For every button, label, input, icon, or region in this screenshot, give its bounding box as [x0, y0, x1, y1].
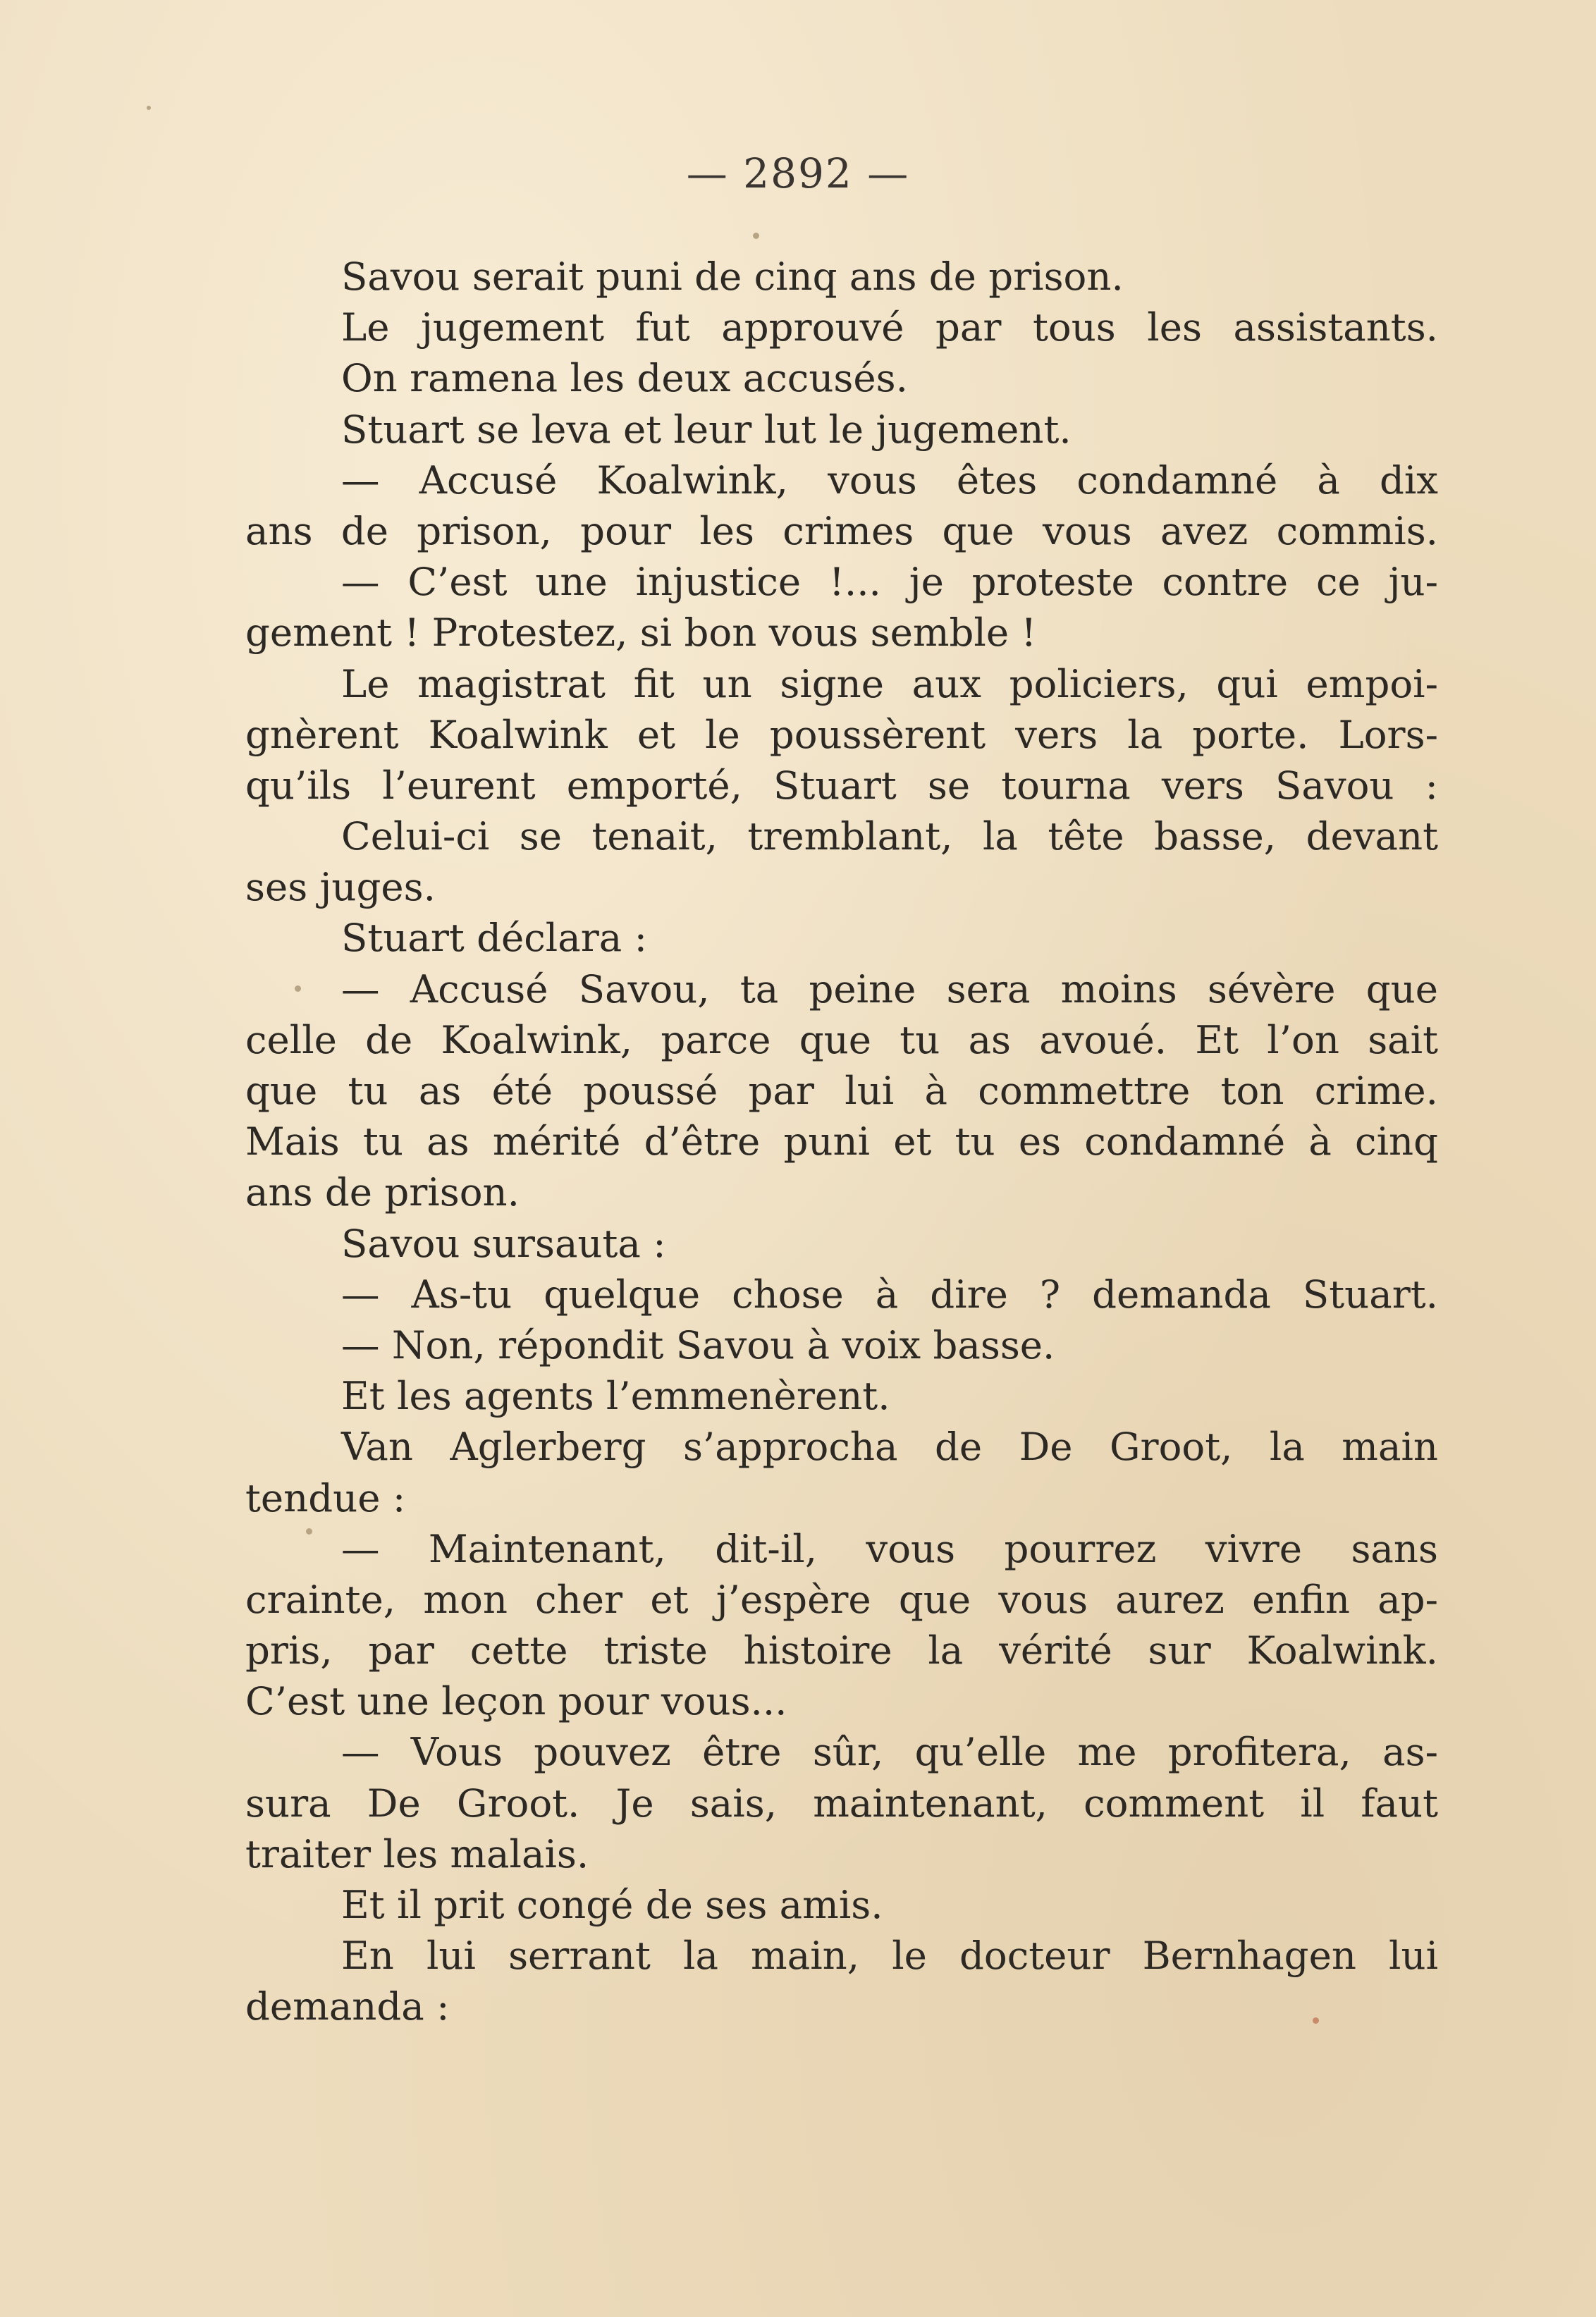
text-line: Stuart se leva et leur lut le jugement. [341, 406, 1072, 452]
text-line: — Maintenant, dit-il, vous pourrez vivre sans [341, 1525, 1438, 1571]
paper-speck [295, 985, 301, 992]
text-line: ans de prison, pour les crimes que vous avez commis. [245, 508, 1438, 553]
text-line: En lui serrant la main, le docteur Bernhagen lui [341, 1933, 1438, 1979]
paper-speck [147, 106, 151, 110]
text-line: Savou sursauta : [341, 1220, 666, 1266]
text-line: Celui-ci se tenait, tremblant, la tête basse, devant [341, 813, 1438, 859]
text-line: que tu as été poussé par lui à commettre ton crime. [245, 1068, 1438, 1113]
text-line: — Accusé Koalwink, vous êtes condamné à dix [341, 457, 1438, 503]
text-line: C’est une leçon pour vous... [245, 1678, 787, 1724]
text-line: Et il prit congé de ses amis. [341, 1882, 883, 1927]
text-line: — Accusé Savou, ta peine sera moins sévère que [341, 966, 1438, 1012]
paper-speck [1313, 2017, 1319, 2024]
text-line: Et les agents l’emmenèrent. [341, 1373, 890, 1419]
text-line: On ramena les deux accusés. [341, 355, 908, 401]
text-line: qu’ils l’eurent emporté, Stuart se tourna vers Savou : [245, 762, 1438, 808]
text-line: celle de Koalwink, parce que tu as avoué. Et l’on sait [245, 1016, 1438, 1062]
text-line: — C’est une injustice !... je proteste contre ce ju- [341, 559, 1438, 605]
text-line: Le jugement fut approuvé par tous les assistants. [341, 305, 1438, 350]
text-line: — Non, répondit Savou à voix basse. [341, 1322, 1055, 1368]
text-line: pris, par cette triste histoire la vérité sur Koalwink. [245, 1628, 1438, 1673]
text-line: Savou serait puni de cinq ans de prison. [341, 254, 1124, 299]
text-line: Le magistrat fit un signe aux policiers, qui empoi- [341, 660, 1438, 706]
paper-speck [753, 233, 759, 239]
text-line: traiter les malais. [245, 1831, 589, 1876]
text-line: demanda : [245, 1984, 450, 2029]
text-line: gnèrent Koalwink et le poussèrent vers la porte. Lors- [245, 711, 1438, 757]
body-text [245, 251, 1438, 2032]
page-number: — 2892 — [686, 149, 910, 197]
text-line: ses juges. [245, 864, 436, 910]
text-line: tendue : [245, 1475, 406, 1520]
text-line: Mais tu as mérité d’être puni et tu es condamné à cinq [245, 1119, 1438, 1164]
text-line: Van Aglerberg s’approcha de De Groot, la main [341, 1424, 1438, 1470]
text-line: Stuart déclara : [341, 915, 647, 961]
text-line: ans de prison. [245, 1169, 520, 1215]
text-line: gement ! Protestez, si bon vous semble ! [245, 610, 1037, 656]
text-line: crainte, mon cher et j’espère que vous aurez enfin ap- [245, 1576, 1438, 1622]
paper-speck [306, 1528, 312, 1535]
text-line: — As-tu quelque chose à dire ? demanda Stuart. [341, 1271, 1438, 1317]
text-line: — Vous pouvez être sûr, qu’elle me profitera, as- [341, 1729, 1438, 1775]
text-line: sura De Groot. Je sais, maintenant, comment il faut [245, 1780, 1438, 1826]
